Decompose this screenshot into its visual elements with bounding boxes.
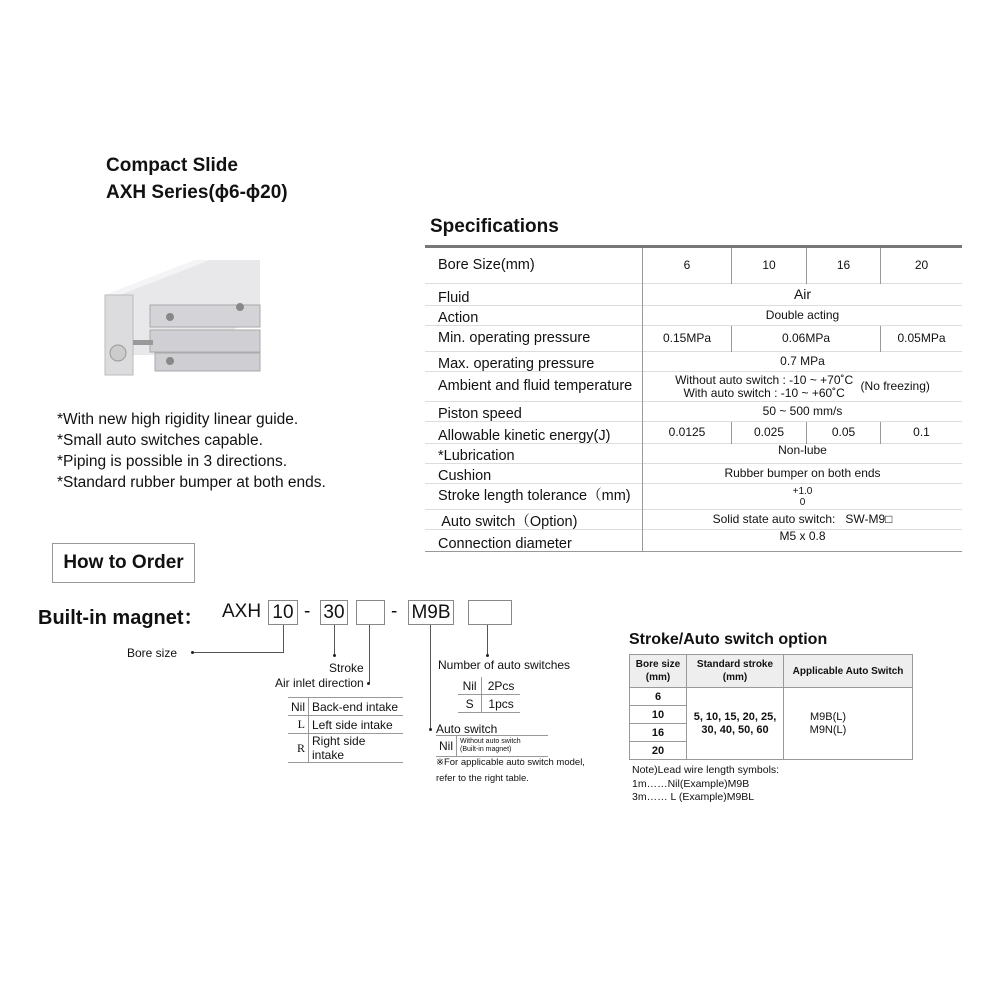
spec-label: *Lubrication [425,444,643,464]
stroke-label: Stroke [329,661,364,675]
temp-note: (No freezing) [860,379,930,393]
option-desc: Without auto switch [460,738,521,745]
dash: - [304,601,311,622]
stroke-table-title: Stroke/Auto switch option [629,631,828,648]
product-image [100,255,270,385]
spec-value [643,372,963,402]
bore-cell: 20 [630,742,687,760]
product-title: Compact Slide [106,155,238,176]
spec-label: Max. operating pressure [425,352,643,372]
switch-cell [784,688,913,760]
built-in-magnet-label: Built-in magnet： [38,607,204,629]
auto-switch-note: refer to the right table. [436,773,529,784]
stroke-note: 3m…… L (Example)M9BL [632,791,755,803]
feature-item: *Standard rubber bumper at both ends. [57,474,326,491]
auto-switch-note: ※For applicable auto switch model, [436,757,585,768]
bore-cell: 10 [630,706,687,724]
stroke-values: 30, 40, 50, 60 [701,723,769,736]
option-code: S [458,695,482,713]
stroke-note: Note)Lead wire length symbols: [632,764,780,776]
air-inlet-code-box [356,600,385,625]
stroke-note: 1m……Nil(Example)M9B [632,778,750,790]
bore-cell: 6 [643,247,732,284]
spec-value: Rubber bumper on both ends [643,464,963,484]
option-code: R [288,734,309,763]
option-desc: 2Pcs [482,677,520,695]
bore-cell: 16 [807,247,881,284]
option-code: Nil [458,677,482,695]
spec-label: Cushion [425,464,643,484]
tol-lower: 0 [799,496,806,508]
option-desc: 1pcs [482,695,520,713]
feature-item: *With new high rigidity linear guide. [57,411,299,428]
bore-cell: 10 [732,247,807,284]
spec-value: 0.0125 [643,422,732,444]
spec-value: Non-lube [643,444,963,464]
switch-value: M9N(L) [809,723,847,736]
feature-item: *Piping is possible in 3 directions. [57,453,288,470]
air-inlet-label: Air inlet direction [275,676,364,690]
spec-label: Ambient and fluid temperature [425,372,643,402]
stroke-values: 5, 10, 15, 20, 25, [693,710,777,723]
spec-value: 0.1 [881,422,963,444]
feature-item: *Small auto switches capable. [57,432,263,449]
option-desc: Back-end intake [309,698,404,716]
spec-value: Air [643,284,963,306]
option-code: Nil [288,698,309,716]
stroke-auto-switch-table [629,654,913,760]
spec-value: 0.05 [807,422,881,444]
column-header: Applicable Auto Switch [784,655,913,688]
spec-label: Action [425,306,643,326]
temp-with: With auto switch : -10 ~ +60˚C [683,385,845,400]
temp-without: Without auto switch : -10 ~ +70˚C [675,372,854,387]
switch-code-box: M9B [408,600,454,625]
spec-value: 0.15MPa [643,326,732,352]
product-series: AXH Series(ϕ6-ϕ20) [106,182,288,203]
specifications-title: Specifications [430,216,559,237]
bore-cell: 20 [881,247,963,284]
spec-value: M5 x 0.8 [643,530,963,552]
spec-value: 0.7 MPa [643,352,963,372]
spec-value: Solid state auto switch: SW-M9□ [643,510,963,530]
option-desc-note: (Built-in magnet) [460,746,512,753]
bore-cell: 6 [630,688,687,706]
spec-value: Double acting [643,306,963,326]
specifications-table [425,245,962,552]
bore-size-label: Bore size [127,646,178,660]
model-prefix: AXH [222,601,262,622]
option-code: L [288,716,309,734]
how-to-order-heading: How to Order [52,543,195,583]
tol-upper: +1.0 [792,485,813,497]
dash: - [391,601,398,622]
stroke-code-box: 30 [320,600,348,625]
spec-label: Allowable kinetic energy(J) [425,422,643,444]
spec-value: 0.06MPa [732,326,881,352]
option-desc: Right side intake [309,734,404,763]
switch-count-box [468,600,512,625]
spec-label: Fluid [425,284,643,306]
spec-label: Min. operating pressure [425,326,643,352]
spec-value: 0.025 [732,422,807,444]
bore-cell: 16 [630,724,687,742]
bore-code-box: 10 [268,600,298,625]
spec-label: Stroke length tolerance（mm) [425,484,643,510]
air-inlet-table [288,697,403,763]
num-switches-table [458,677,520,713]
spec-label: Bore Size(mm) [425,247,643,284]
spec-value: 0.05MPa [881,326,963,352]
column-header: Standard stroke (mm) [687,655,784,688]
option-code: Nil [436,736,457,757]
switch-value: M9B(L) [809,710,847,723]
spec-label: Piston speed [425,402,643,422]
num-switches-label: Number of auto switches [438,658,571,672]
auto-switch-table [436,735,548,757]
spec-value [643,484,963,510]
option-desc: Left side intake [309,716,404,734]
stroke-cell [687,688,784,760]
column-header: Bore size (mm) [630,655,687,688]
spec-label: Connection diameter [425,530,643,552]
spec-label: Auto switch（Option) [425,510,643,530]
spec-value: 50 ~ 500 mm/s [643,402,963,422]
auto-switch-label: Auto switch [436,722,498,736]
